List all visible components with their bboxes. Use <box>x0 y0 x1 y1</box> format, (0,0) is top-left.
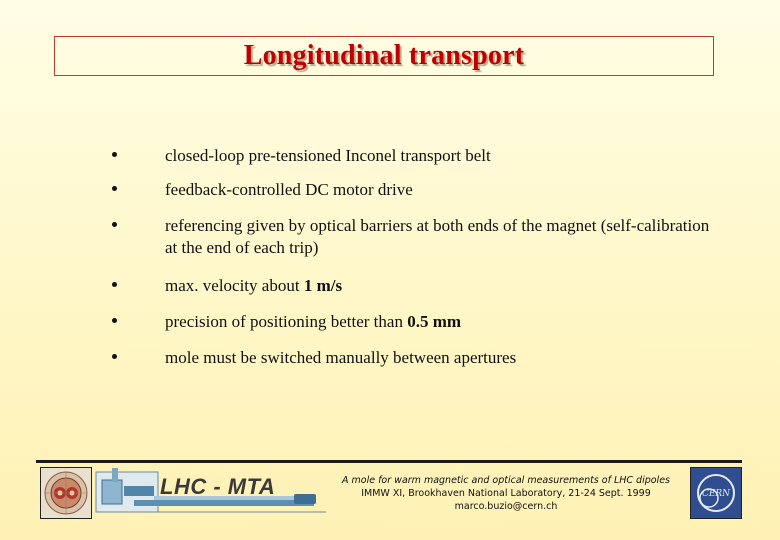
cern-logo <box>690 467 742 519</box>
footer-line-1: A mole for warm magnetic and optical measurements of LHC dipoles <box>342 475 670 486</box>
bullet-text-plain: max. velocity about <box>165 276 304 295</box>
bullet-text-bold: 0.5 mm <box>407 312 462 331</box>
cern-logo-icon <box>691 468 741 518</box>
footer-citation <box>336 474 676 513</box>
slide-title: Longitudinal transport <box>243 40 525 71</box>
bullet-dot-icon <box>112 186 117 191</box>
lhc-mta-label: LHC - MTA <box>160 474 276 499</box>
title-box <box>54 36 714 76</box>
footer-line-3: marco.buzio@cern.ch <box>454 501 558 512</box>
bullet-text: referencing given by optical barriers at both ends of the magnet (self-calibration at the end of each trip) <box>165 216 710 257</box>
bullet-dot-icon <box>112 282 117 287</box>
cern-logo-text: CERN <box>701 489 731 499</box>
bullet-dot-icon <box>112 318 117 323</box>
bullet-text: closed-loop pre-tensioned Inconel transport belt <box>165 146 491 165</box>
bullet-dot-icon <box>112 222 117 227</box>
bullet-text <box>165 275 725 297</box>
bullet-text: mole must be switched manually between apertures <box>165 348 517 367</box>
bullet-text: feedback-controlled DC motor drive <box>165 180 413 199</box>
footer-line-2: IMMW XI, Brookhaven National Laboratory, 21-24 Sept. 1999 <box>361 488 651 499</box>
bullet-text-plain: precision of positioning better than <box>165 312 408 331</box>
footer-divider <box>36 460 742 463</box>
bullet-dot-icon <box>112 354 117 359</box>
bullet-text <box>165 311 725 333</box>
magnet-cross-section-icon <box>41 468 91 518</box>
bullet-dot-icon <box>112 152 117 157</box>
bullet-text-bold: 1 m/s <box>303 276 343 295</box>
magnet-cross-section-logo <box>40 467 92 519</box>
